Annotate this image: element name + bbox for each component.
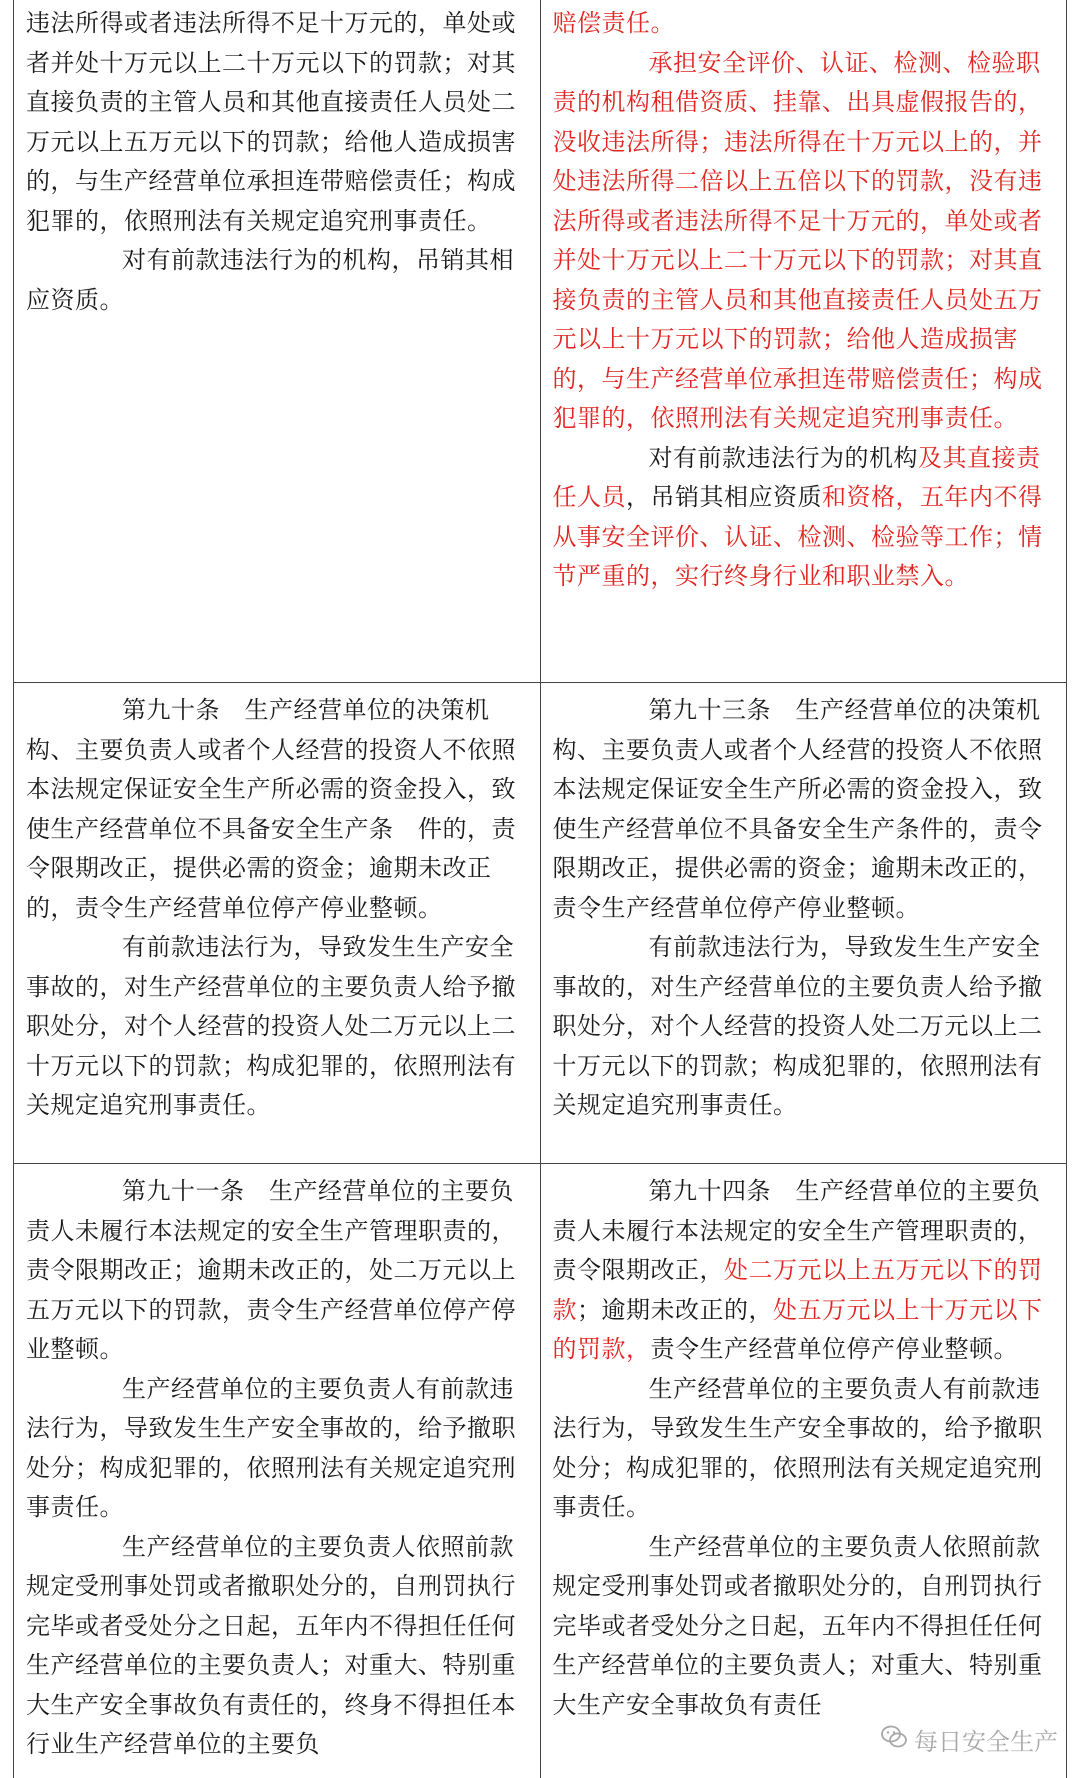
new-paragraph-changed: 赔偿责任。	[553, 4, 1055, 44]
changed-text: 及其直接责任人员	[553, 444, 1041, 512]
table-row	[14, 0, 1067, 683]
unchanged-text: 第九十四条 生产经营单位的主要负责人未履行本法规定的安全生产管理职责的，责令限期改正，	[553, 1177, 1043, 1284]
new-article-cell	[540, 1164, 1067, 1778]
new-paragraph: 第九十三条 生产经营单位的决策机构、主要负责人或者个人经营的投资人不依照本法规定保证安全生产所必需的资金投入，致使生产经营单位不具备安全生产条件的，责令限期改正，提供必需的资金；逾期未改正的，责令生产经营单位停产停业整顿。	[553, 691, 1055, 928]
old-paragraph: 违法所得或者违法所得不足十万元的，单处或者并处十万元以上二十万元以下的罚款；对其直接负责的主管人员和其他直接责任人员处二万元以上五万元以下的罚款；给他人造成损害的，与生产经营单位承担连带赔偿责任；构成犯罪的，依照刑法有关规定追究刑事责任。	[26, 4, 528, 241]
old-paragraph: 第九十一条 生产经营单位的主要负责人未履行本法规定的安全生产管理职责的，责令限期改正；逾期未改正的，处二万元以上五万元以下的罚款，责令生产经营单位停产停业整顿。	[26, 1172, 528, 1370]
unchanged-text: ；逾期未改正的，	[577, 1296, 773, 1324]
old-paragraph: 第九十条 生产经营单位的决策机构、主要负责人或者个人经营的投资人不依照本法规定保证安全生产所必需的资金投入，致使生产经营单位不具备安全生产条 件的，责令限期改正，提供必需的资金；逾期未改正的，责令生产经营单位停产停业整顿。	[26, 691, 528, 928]
changed-text: 处五万元以上十万元以下的罚款，	[553, 1296, 1043, 1364]
old-paragraph: 生产经营单位的主要负责人有前款违法行为，导致发生生产安全事故的，给予撤职处分；构成犯罪的，依照刑法有关规定追究刑事责任。	[26, 1370, 528, 1528]
old-article-cell	[14, 683, 541, 1164]
table-row	[14, 683, 1067, 1164]
new-paragraph: 有前款违法行为，导致发生生产安全事故的，对生产经营单位的主要负责人给予撤职处分，对个人经营的投资人处二万元以上二十万元以下的罚款；构成犯罪的，依照刑法有关规定追究刑事责任。	[553, 928, 1055, 1126]
new-article-cell	[540, 0, 1067, 683]
watermark-text: 每日安全生产	[914, 1722, 1058, 1757]
changed-text: 和资格，五年内不得从事安全评价、认证、检测、检验等工作；情节严重的，实行终身行业和职业禁入。	[553, 483, 1043, 590]
new-paragraph-changed: 承担安全评价、认证、检测、检验职责的机构租借资质、挂靠、出具虚假报告的，没收违法所得；违法所得在十万元以上的，并处违法所得二倍以上五倍以下的罚款，没有违法所得或者违法所得不足十万元的，单处或者并处十万元以上二十万元以下的罚款；对其直接负责的主管人员和其他直接责任人员处五万元以上十万元以下的罚款；给他人造成损害的，与生产经营单位承担连带赔偿责任；构成犯罪的，依照刑法有关规定追究刑事责任。	[553, 44, 1055, 439]
old-paragraph: 对有前款违法行为的机构，吊销其相应资质。	[26, 241, 528, 320]
old-paragraph: 有前款违法行为，导致发生生产安全事故的，对生产经营单位的主要负责人给予撤职处分，对个人经营的投资人处二万元以上二十万元以下的罚款；构成犯罪的，依照刑法有关规定追究刑事责任。	[26, 928, 528, 1126]
new-paragraph: 生产经营单位的主要负责人依照前款规定受刑事处罚或者撤职处分的，自刑罚执行完毕或者受处分之日起，五年内不得担任任何生产经营单位的主要负责人；对重大、特别重大生产安全事故负有责任	[553, 1528, 1055, 1726]
comparison-table	[13, 0, 1067, 1778]
watermark	[880, 1722, 1058, 1757]
new-paragraph	[553, 1172, 1055, 1370]
new-paragraph	[553, 439, 1055, 597]
unchanged-text: 对有前款违法行为的机构	[649, 444, 919, 472]
new-article-cell	[540, 683, 1067, 1164]
wechat-icon	[880, 1723, 908, 1757]
old-paragraph: 生产经营单位的主要负责人依照前款规定受刑事处罚或者撤职处分的，自刑罚执行完毕或者受处分之日起，五年内不得担任任何生产经营单位的主要负责人；对重大、特别重大生产安全事故负有责任的，终身不得担任本行业生产经营单位的主要负	[26, 1528, 528, 1765]
table-row	[14, 1164, 1067, 1778]
new-paragraph: 生产经营单位的主要负责人有前款违法行为，导致发生生产安全事故的，给予撤职处分；构成犯罪的，依照刑法有关规定追究刑事责任。	[553, 1370, 1055, 1528]
unchanged-text: 责令生产经营单位停产停业整顿。	[651, 1335, 1019, 1363]
changed-text: 处二万元以上五万元以下的罚款	[553, 1256, 1043, 1324]
old-article-cell	[14, 1164, 541, 1778]
old-article-cell	[14, 0, 541, 683]
unchanged-text: ，吊销其相应资质	[626, 483, 822, 511]
